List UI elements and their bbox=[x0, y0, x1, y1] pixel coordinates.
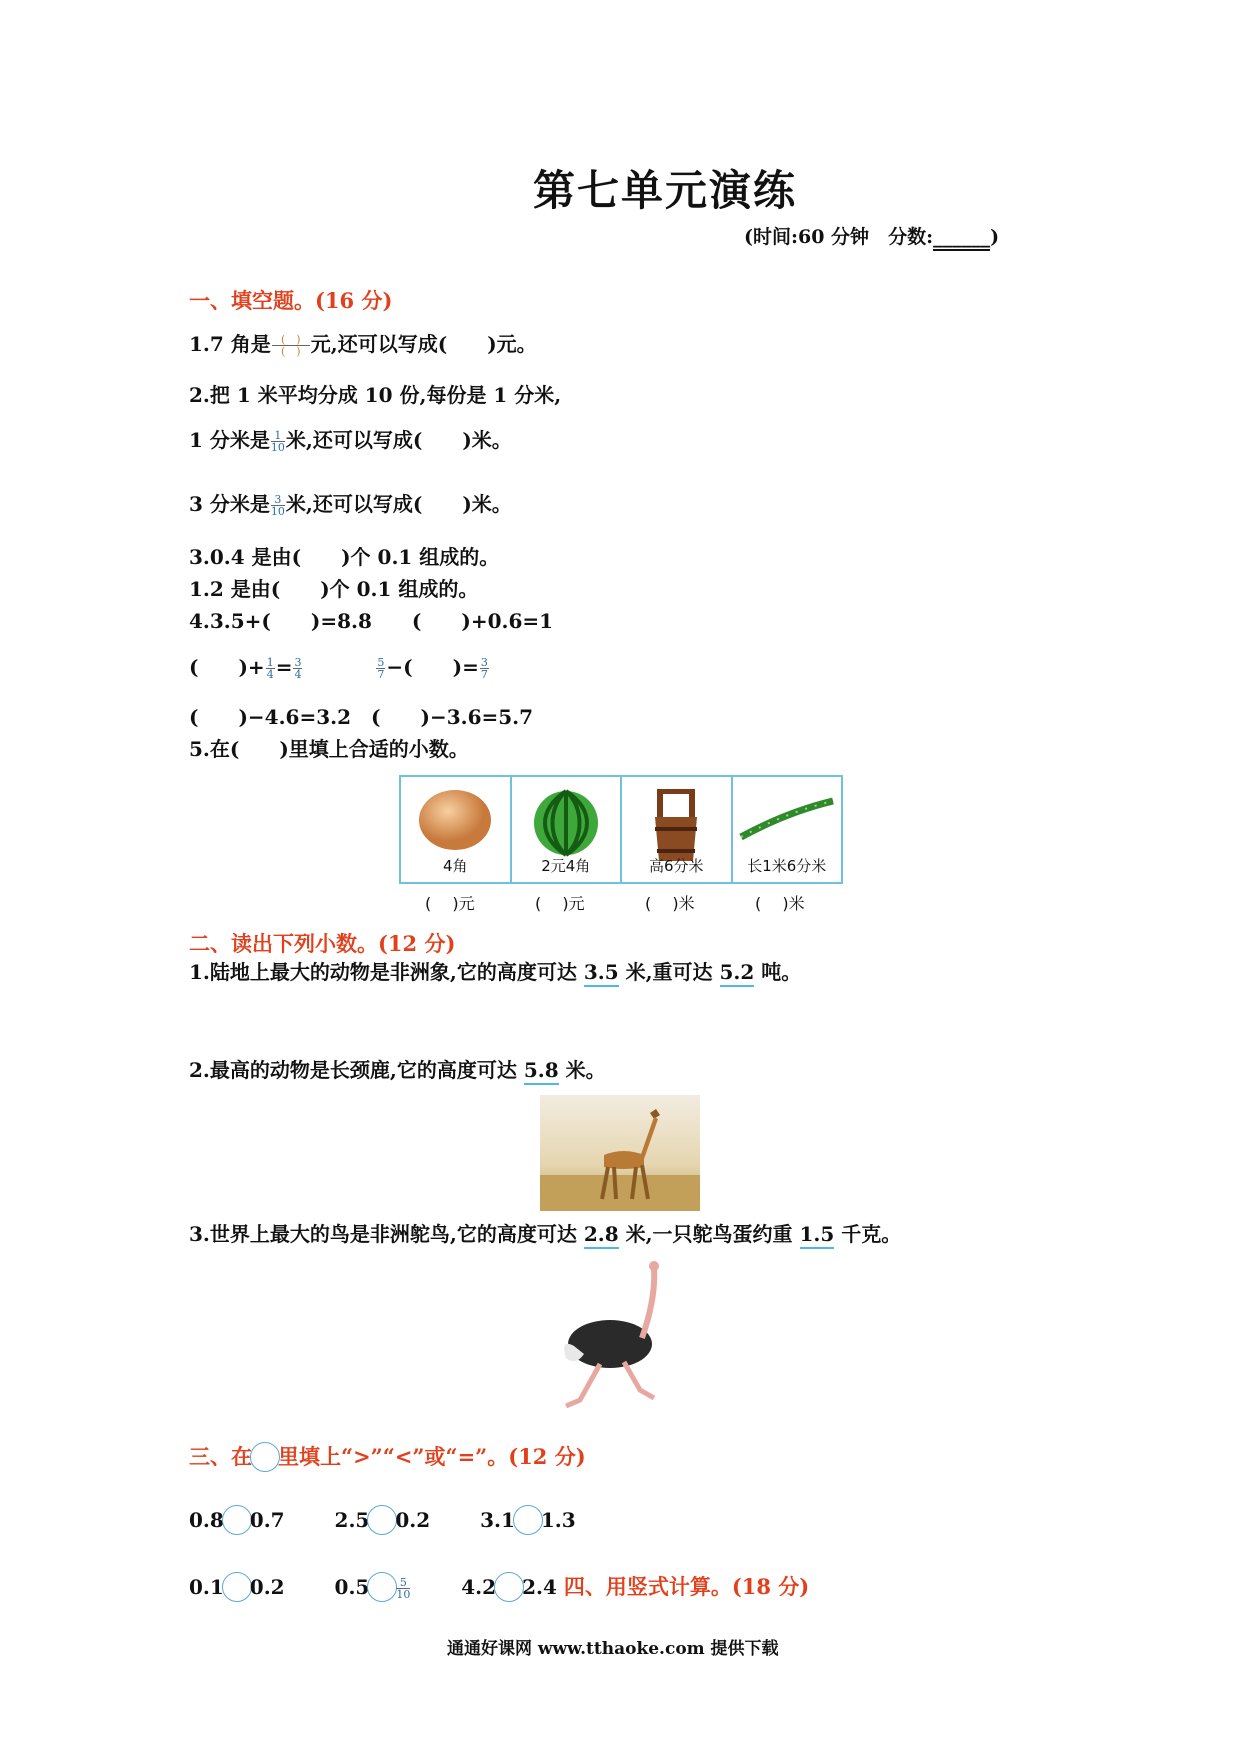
answer-3[interactable]: ( )米 bbox=[645, 894, 695, 913]
read-3: 3.世界上最大的鸟是非洲鸵鸟,它的高度可达 2.8 米,一只鸵鸟蛋约重 1.5 千克。 bbox=[189, 1220, 901, 1248]
compare-circle[interactable] bbox=[513, 1505, 543, 1535]
read-1: 1.陆地上最大的动物是非洲象,它的高度可达 3.5 米,重可达 5.2 吨。 bbox=[189, 958, 801, 986]
giraffe-photo bbox=[540, 1095, 700, 1211]
exam-meta: (时间:60 分钟 分数:______) bbox=[744, 222, 999, 249]
section-2-heading: 二、读出下列小数。(12 分) bbox=[189, 931, 456, 956]
section-4-heading: 四、用竖式计算。(18 分) bbox=[563, 1574, 810, 1599]
bamboo-stick-icon bbox=[737, 787, 837, 847]
egg-icon bbox=[415, 787, 495, 853]
footer: 通通好课网 www.tthaoke.com 提供下载 bbox=[447, 1639, 779, 1659]
question-5: 5.在( )里填上合适的小数。 bbox=[189, 737, 469, 761]
question-2-line3: 3 分米是 $\frac{3}{10}$ 米,还可以写成( )米。 bbox=[189, 492, 512, 518]
page-title: 第七单元演练 bbox=[533, 166, 798, 215]
answer-1[interactable]: ( )元 bbox=[425, 894, 475, 913]
watermelon-icon bbox=[528, 787, 604, 857]
question-3-line2: 1.2 是由( )个 0.1 组成的。 bbox=[189, 577, 479, 601]
cell-egg: 4角 bbox=[401, 777, 512, 882]
compare-circle[interactable] bbox=[222, 1572, 252, 1602]
cell-ruler: 长1米6分米 bbox=[733, 777, 842, 882]
read-2: 2.最高的动物是长颈鹿,它的高度可达 5.8 米。 bbox=[189, 1056, 606, 1084]
answer-4[interactable]: ( )米 bbox=[755, 894, 805, 913]
compare-circle[interactable] bbox=[222, 1505, 252, 1535]
wooden-bucket-icon bbox=[651, 787, 701, 863]
blank-fraction[interactable]: $\frac{( )}{( )}$ bbox=[272, 334, 310, 357]
cell-watermelon: 2元4角 bbox=[512, 777, 623, 882]
section-3-heading: 三、在 里填上“>”“<”或“=”。(12 分) bbox=[189, 1441, 586, 1472]
picture-grid bbox=[399, 775, 843, 884]
question-1: 1.7 角是 $\frac{( )}{( )}$ 元,还可以写成( )元。 bbox=[189, 332, 537, 358]
question-2-line2: 1 分米是 $\frac{1}{10}$ 米,还可以写成( )米。 bbox=[189, 428, 512, 454]
question-3-line1: 3.0.4 是由( )个 0.1 组成的。 bbox=[189, 545, 500, 569]
compare-circle[interactable] bbox=[367, 1505, 397, 1535]
cell-bucket: 高6分米 bbox=[622, 777, 733, 882]
section-1-heading: 一、填空题。(16 分) bbox=[189, 288, 393, 313]
compare-row-1: 0.8 0.7 2.5 0.2 3.1 1.3 bbox=[189, 1505, 576, 1535]
question-2-line1: 2.把 1 米平均分成 10 份,每份是 1 分米, bbox=[189, 383, 562, 407]
compare-circle[interactable] bbox=[367, 1572, 397, 1602]
question-4-line2: ( )+ $\frac{1}{4}$ = $\frac{3}{4}$ $\frac{5}{7}$ −( )= $\frac{3}{7}$ bbox=[189, 655, 488, 681]
compare-circle[interactable] bbox=[494, 1572, 524, 1602]
compare-row-2: 0.1 0.2 0.5 $\frac{5}{10}$ 4.2 2.4 四、用竖式计算。(18 分) bbox=[189, 1574, 810, 1601]
ostrich-image bbox=[550, 1258, 690, 1410]
question-4-line3: ( )−4.6=3.2 ( )−3.6=5.7 bbox=[189, 705, 534, 729]
answer-2[interactable]: ( )元 bbox=[535, 894, 585, 913]
question-4-line1: 4.3.5+( )=8.8 ( )+0.6=1 bbox=[189, 609, 554, 633]
circle-icon bbox=[250, 1442, 280, 1472]
